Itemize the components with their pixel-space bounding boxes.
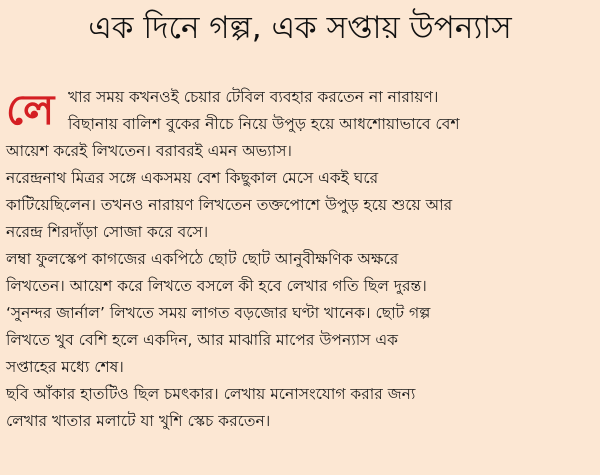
text-line: লম্বা ফুলস্কেপ কাগজের একপিঠে ছোট ছোট আনুবীক্ষণিক অক্ষরে: [6, 250, 399, 268]
dropcap-paragraph: [6, 84, 596, 138]
text-line: লেখার খাতার মলাটে যা খুশি স্কেচ করতেন।: [6, 412, 271, 430]
text-line: নরেন্দ্র শিরদাঁড়া সোজা করে বসে।: [6, 223, 209, 241]
text-line: লিখতেন। আয়েশ করে লিখতে বসলে কী হবে লেখার গতি ছিল দুরন্ত।: [6, 277, 427, 295]
text-line: বিছানায় বালিশ বুকের নীচে নিয়ে উপুড় হয়ে আধশোয়াভাবে বেশ: [68, 115, 460, 133]
text-line: আয়েশ করেই লিখতেন। বরাবরই এমন অভ্যাস।: [6, 142, 292, 160]
text-line: খার সময় কখনওই চেয়ার টেবিল ব্যবহার করতেন না নারায়ণ।: [68, 88, 439, 106]
text-line: নরেন্দ্রনাথ মিত্রর সঙ্গে একসময় বেশ কিছুকাল মেসে একই ঘরে: [6, 169, 379, 187]
text-line: লিখতে খুব বেশি হলে একদিন, আর মাঝারি মাপের উপন্যাস এক: [6, 331, 398, 349]
dropcap-lines: [68, 84, 596, 138]
text-line: ‘সুনন্দর জার্নাল’ লিখতে সময় লাগত বড়জোর ঘণ্টা খানেক। ছোট গল্প: [6, 304, 431, 322]
dropcap: লে: [6, 85, 55, 134]
text-line: ছবি আঁকার হাতটিও ছিল চমৎকার। লেখায় মনোসংযোগ করার জন্য: [6, 385, 416, 403]
article-title: এক দিনে গল্প, এক সপ্তায় উপন্যাস: [88, 10, 512, 46]
text-line: কাটিয়েছিলেন। তখনও নারায়ণ লিখতেন তক্তপোশে উপুড় হয়ে শুয়ে আর: [6, 196, 453, 214]
text-line: সপ্তাহের মধ্যে শেষ।: [6, 358, 124, 376]
article-body: [6, 84, 596, 435]
